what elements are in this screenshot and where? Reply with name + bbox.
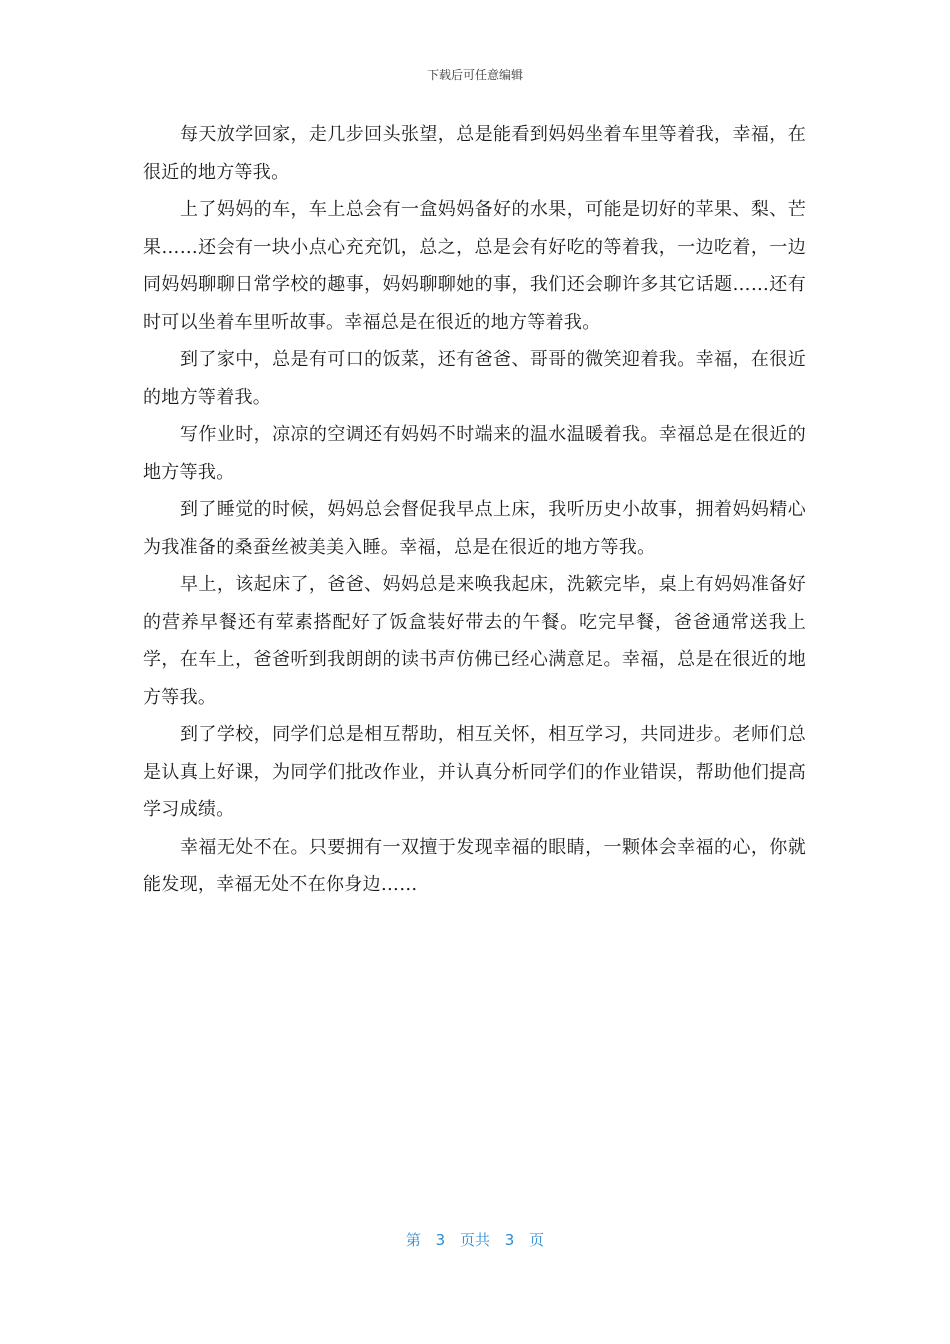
footer-total-pages: 3 bbox=[504, 1231, 515, 1249]
paragraph-6: 早上，该起床了，爸爸、妈妈总是来唤我起床，洗簌完毕，桌上有妈妈准备好的营养早餐还有荤素搭配好了饭盒装好带去的午餐。吃完早餐，爸爸通常送我上学，在车上，爸爸听到我朗朗的读书声仿佛已经心满意足。幸福，总是在很近的地方等我。 bbox=[143, 574, 806, 708]
page-number-footer bbox=[0, 1230, 950, 1250]
paragraph-4: 写作业时，凉凉的空调还有妈妈不时端来的温水温暖着我。幸福总是在很近的地方等我。 bbox=[143, 424, 806, 483]
paragraph-8: 幸福无处不在。只要拥有一双擅于发现幸福的眼睛，一颗体会幸福的心，你就能发现，幸福无处不在你身边…… bbox=[143, 836, 806, 895]
footer-label-page: 第 bbox=[405, 1231, 421, 1249]
document-body bbox=[143, 116, 806, 904]
paragraph-3: 到了家中，总是有可口的饭菜，还有爸爸、哥哥的微笑迎着我。幸福，在很近的地方等着我。 bbox=[143, 349, 806, 408]
paragraph-5: 到了睡觉的时候，妈妈总会督促我早点上床，我听历史小故事，拥着妈妈精心为我准备的桑蚕丝被美美入睡。幸福，总是在很近的地方等我。 bbox=[143, 499, 806, 558]
paragraph-2: 上了妈妈的车，车上总会有一盒妈妈备好的水果，可能是切好的苹果、梨、芒果……还会有一块小点心充充饥，总之，总是会有好吃的等着我，一边吃着，一边同妈妈聊聊日常学校的趣事，妈妈聊聊她的事，我们还会聊许多其它话题……还有时可以坐着车里听故事。幸福总是在很近的地方等着我。 bbox=[143, 199, 806, 333]
paragraph-7: 到了学校，同学们总是相互帮助，相互关怀，相互学习，共同进步。老师们总是认真上好课，为同学们批改作业，并认真分析同学们的作业错误，帮助他们提高学习成绩。 bbox=[143, 724, 806, 820]
paragraph-1: 每天放学回家，走几步回头张望，总是能看到妈妈坐着车里等着我，幸福，在很近的地方等我。 bbox=[143, 124, 806, 183]
footer-label-of: 页共 bbox=[459, 1231, 490, 1249]
page-header-note: 下载后可任意编辑 bbox=[426, 68, 523, 82]
footer-current-page: 3 bbox=[435, 1231, 446, 1249]
footer-label-end: 页 bbox=[529, 1231, 545, 1249]
